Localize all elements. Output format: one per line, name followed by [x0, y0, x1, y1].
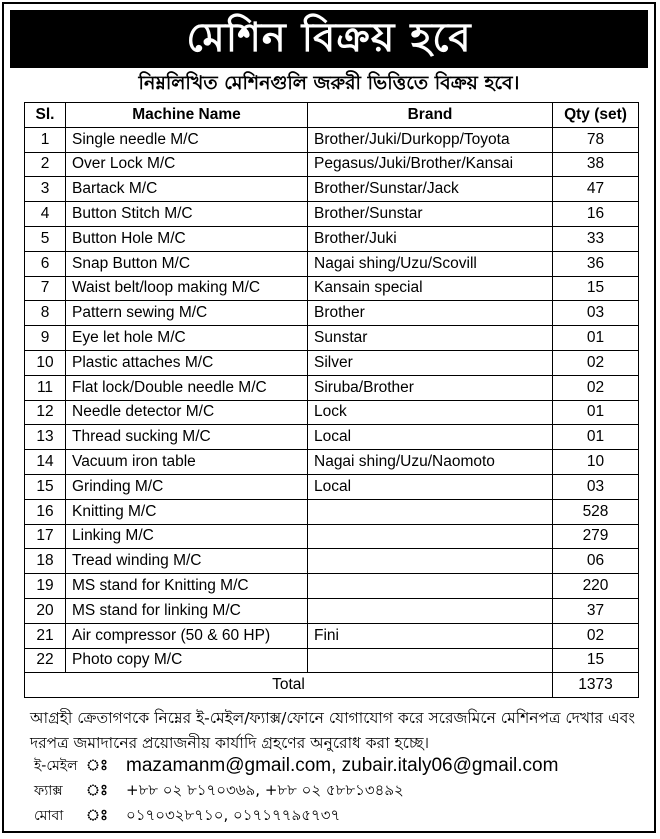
classified-ad: [2, 2, 656, 833]
qty-cell: 02: [553, 375, 639, 400]
machine-name-cell: Needle detector M/C: [66, 400, 308, 425]
sl-cell: 4: [25, 202, 66, 227]
fax-separator: ঃ: [86, 780, 109, 799]
brand-cell: Brother/Juki: [308, 226, 553, 251]
brand-cell: Siruba/Brother: [308, 375, 553, 400]
machine-name-cell: Knitting M/C: [66, 499, 308, 524]
brand-cell: Lock: [308, 400, 553, 425]
table-row: [25, 375, 639, 400]
table-row: [25, 326, 639, 351]
qty-cell: 36: [553, 251, 639, 276]
machine-name-cell: MS stand for linking M/C: [66, 598, 308, 623]
table-row: [25, 301, 639, 326]
brand-cell: Fini: [308, 623, 553, 648]
machine-name-cell: MS stand for Knitting M/C: [66, 574, 308, 599]
sl-cell: 12: [25, 400, 66, 425]
fax-value: +৮৮ ০২ ৮১৭০৩৬৯, +৮৮ ০২ ৫৮৮১৩৪৯২: [126, 780, 404, 799]
machine-name-cell: Thread sucking M/C: [66, 425, 308, 450]
brand-cell: Brother: [308, 301, 553, 326]
ad-title: মেশিন বিক্রয় হবে: [10, 10, 648, 68]
qty-cell: 37: [553, 598, 639, 623]
machine-table: [24, 102, 639, 698]
brand-cell: Brother/Sunstar/Jack: [308, 177, 553, 202]
machine-name-cell: Single needle M/C: [66, 127, 308, 152]
sl-cell: 14: [25, 450, 66, 475]
machine-name-cell: Over Lock M/C: [66, 152, 308, 177]
qty-cell: 03: [553, 301, 639, 326]
column-header-qty: Qty (set): [553, 103, 639, 128]
machine-name-cell: Button Stitch M/C: [66, 202, 308, 227]
email-value: mazamanm@gmail.com, zubair.italy06@gmail.com: [126, 755, 559, 776]
table-row: [25, 648, 639, 673]
table-header-row: [25, 103, 639, 128]
mobile-line: [34, 804, 634, 828]
brand-cell: Pegasus/Juki/Brother/Kansai: [308, 152, 553, 177]
total-label: Total: [25, 673, 553, 698]
sl-cell: 19: [25, 574, 66, 599]
email-label: ই-মেইল: [34, 758, 78, 774]
table-row: [25, 425, 639, 450]
table-row: [25, 202, 639, 227]
brand-cell: Brother/Juki/Durkopp/Toyota: [308, 127, 553, 152]
ad-subtitle: নিম্নলিখিত মেশিনগুলি জরুরী ভিত্তিতে বিক্রয় হবে।: [138, 72, 520, 94]
machine-name-cell: Plastic attaches M/C: [66, 350, 308, 375]
brand-cell: [308, 499, 553, 524]
machine-name-cell: Bartack M/C: [66, 177, 308, 202]
table-row: [25, 623, 639, 648]
table-row: [25, 598, 639, 623]
qty-cell: 33: [553, 226, 639, 251]
qty-cell: 01: [553, 425, 639, 450]
brand-cell: Kansain special: [308, 276, 553, 301]
brand-cell: [308, 524, 553, 549]
qty-cell: 528: [553, 499, 639, 524]
brand-cell: [308, 648, 553, 673]
sl-cell: 21: [25, 623, 66, 648]
table-row: [25, 499, 639, 524]
qty-cell: 02: [553, 623, 639, 648]
column-header-sl: Sl.: [25, 103, 66, 128]
sl-cell: 9: [25, 326, 66, 351]
table-row: [25, 127, 639, 152]
sl-cell: 16: [25, 499, 66, 524]
table-row: [25, 524, 639, 549]
machine-name-cell: Vacuum iron table: [66, 450, 308, 475]
sl-cell: 17: [25, 524, 66, 549]
mobile-value: ০১৭০৩২৮৭১০, ০১৭১৭৭৯৫৭৩৭: [126, 805, 341, 824]
table-row: [25, 574, 639, 599]
machine-name-cell: Snap Button M/C: [66, 251, 308, 276]
machine-name-cell: Tread winding M/C: [66, 549, 308, 574]
table-row: [25, 450, 639, 475]
sl-cell: 22: [25, 648, 66, 673]
table-row: [25, 152, 639, 177]
machine-name-cell: Linking M/C: [66, 524, 308, 549]
sl-cell: 15: [25, 474, 66, 499]
sl-cell: 20: [25, 598, 66, 623]
table-row: [25, 177, 639, 202]
machine-rows: [25, 127, 639, 673]
sl-cell: 2: [25, 152, 66, 177]
table-row: [25, 251, 639, 276]
brand-cell: Local: [308, 425, 553, 450]
qty-cell: 38: [553, 152, 639, 177]
machine-name-cell: Grinding M/C: [66, 474, 308, 499]
qty-cell: 16: [553, 202, 639, 227]
qty-cell: 10: [553, 450, 639, 475]
mobile-separator: ঃ: [86, 805, 109, 824]
qty-cell: 06: [553, 549, 639, 574]
sl-cell: 3: [25, 177, 66, 202]
brand-cell: Sunstar: [308, 326, 553, 351]
column-header-brand: Brand: [308, 103, 553, 128]
sl-cell: 10: [25, 350, 66, 375]
total-qty: 1373: [553, 673, 639, 698]
sl-cell: 5: [25, 226, 66, 251]
table-row: [25, 400, 639, 425]
total-row: [25, 673, 639, 698]
qty-cell: 01: [553, 400, 639, 425]
table-row: [25, 474, 639, 499]
qty-cell: 01: [553, 326, 639, 351]
machine-name-cell: Photo copy M/C: [66, 648, 308, 673]
table-row: [25, 549, 639, 574]
machine-name-cell: Flat lock/Double needle M/C: [66, 375, 308, 400]
brand-cell: Local: [308, 474, 553, 499]
qty-cell: 78: [553, 127, 639, 152]
machine-name-cell: Eye let hole M/C: [66, 326, 308, 351]
column-header-machine-name: Machine Name: [66, 103, 308, 128]
qty-cell: 47: [553, 177, 639, 202]
qty-cell: 220: [553, 574, 639, 599]
mobile-label: মোবা: [34, 808, 64, 824]
brand-cell: [308, 598, 553, 623]
email-line: [34, 754, 634, 778]
brand-cell: Nagai shing/Uzu/Naomoto: [308, 450, 553, 475]
sl-cell: 8: [25, 301, 66, 326]
sl-cell: 11: [25, 375, 66, 400]
sl-cell: 6: [25, 251, 66, 276]
fax-line: [34, 779, 634, 803]
sl-cell: 13: [25, 425, 66, 450]
machine-name-cell: Waist belt/loop making M/C: [66, 276, 308, 301]
contact-note: আগ্রহী ক্রেতাগণকে নিম্নের ই-মেইল/ফ্যাক্স/ফোনে যোগাযোগ করে সরেজমিনে মেশিনপত্র দেখার এবং দরপত্র জমাদানের প্রয়োজনীয় কার্যাদি গ্রহণের অনুরোধ করা হচ্ছে।: [30, 709, 636, 752]
brand-cell: Silver: [308, 350, 553, 375]
table-row: [25, 350, 639, 375]
brand-cell: Brother/Sunstar: [308, 202, 553, 227]
table-row: [25, 276, 639, 301]
table-row: [25, 226, 639, 251]
qty-cell: 279: [553, 524, 639, 549]
sl-cell: 18: [25, 549, 66, 574]
fax-label: ফ্যাক্স: [34, 783, 63, 799]
qty-cell: 15: [553, 648, 639, 673]
email-separator: ঃ: [86, 755, 109, 774]
machine-name-cell: Button Hole M/C: [66, 226, 308, 251]
machine-name-cell: Air compressor (50 & 60 HP): [66, 623, 308, 648]
qty-cell: 03: [553, 474, 639, 499]
machine-name-cell: Pattern sewing M/C: [66, 301, 308, 326]
brand-cell: [308, 574, 553, 599]
sl-cell: 1: [25, 127, 66, 152]
qty-cell: 15: [553, 276, 639, 301]
sl-cell: 7: [25, 276, 66, 301]
brand-cell: [308, 549, 553, 574]
qty-cell: 02: [553, 350, 639, 375]
brand-cell: Nagai shing/Uzu/Scovill: [308, 251, 553, 276]
